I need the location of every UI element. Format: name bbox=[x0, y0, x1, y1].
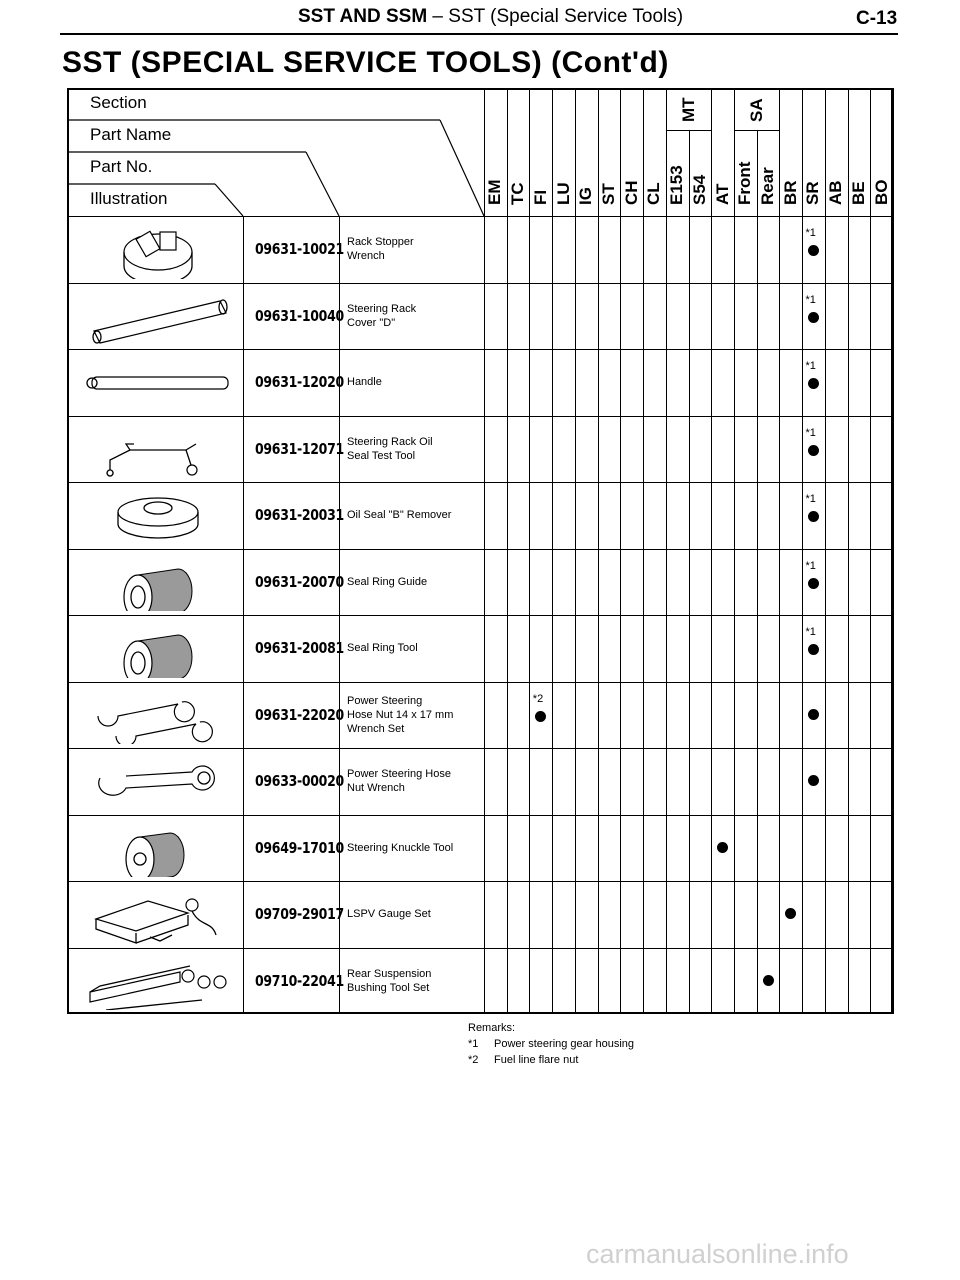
part-number: 09710-22041 bbox=[255, 971, 344, 990]
tool-illustration-knuckle-tool bbox=[80, 819, 236, 878]
row-divider bbox=[67, 615, 893, 616]
remark-key: *2 bbox=[468, 1054, 479, 1066]
column-divider bbox=[643, 88, 644, 1014]
tool-illustration-seal-ring-guide bbox=[80, 553, 236, 612]
row-divider bbox=[67, 549, 893, 550]
part-name-line: Nut Wrench bbox=[347, 782, 405, 795]
part-name-line: Cover "D" bbox=[347, 316, 396, 329]
column-header-bo: BO bbox=[871, 179, 891, 205]
tool-illustration-rack-stopper-wrench bbox=[80, 220, 236, 279]
header-label-part-no: Part No. bbox=[90, 157, 153, 176]
row-divider bbox=[67, 881, 893, 882]
column-divider bbox=[825, 88, 826, 1014]
column-header-cl: CL bbox=[644, 182, 664, 205]
header-separator: – bbox=[432, 6, 443, 27]
part-number: 09633-00020 bbox=[255, 771, 344, 790]
part-number: 09631-12020 bbox=[255, 372, 344, 391]
part-name-line: Rear Suspension bbox=[347, 967, 432, 980]
column-divider bbox=[666, 88, 667, 1014]
row-divider bbox=[67, 748, 893, 749]
column-header-e153: E153 bbox=[667, 165, 687, 205]
part-name bbox=[347, 235, 414, 263]
column-header-ig: IG bbox=[576, 187, 596, 205]
footnote-marker: *1 bbox=[805, 426, 816, 439]
column-divider bbox=[779, 88, 780, 1014]
column-header-em: EM bbox=[485, 179, 505, 205]
column-header-ch: CH bbox=[621, 180, 641, 205]
part-name bbox=[347, 435, 433, 463]
part-name-line: Wrench Set bbox=[347, 722, 405, 735]
part-name bbox=[347, 375, 382, 389]
row-divider bbox=[67, 283, 893, 284]
part-number: 09631-22020 bbox=[255, 705, 344, 724]
watermark: carmanualsonline.info bbox=[586, 1239, 849, 1269]
part-name-line: Seal Test Tool bbox=[347, 449, 416, 462]
part-name-line: Hose Nut 14 x 17 mm bbox=[347, 708, 454, 721]
column-header-at: AT bbox=[712, 183, 732, 205]
footnote-marker: *1 bbox=[805, 293, 816, 306]
column-divider bbox=[848, 88, 849, 1014]
column-divider bbox=[711, 88, 712, 1014]
tool-illustration-oil-seal-remover bbox=[80, 486, 236, 545]
column-group-mt: MT bbox=[678, 97, 698, 122]
header-divider bbox=[215, 184, 243, 216]
part-number: 09649-17010 bbox=[255, 838, 344, 857]
column-divider bbox=[870, 88, 871, 1014]
page-title: SST (SPECIAL SERVICE TOOLS) (Cont'd) bbox=[62, 46, 669, 79]
header-label-illustration: Illustration bbox=[90, 189, 168, 208]
part-name bbox=[347, 767, 451, 795]
part-name-line: Oil Seal "B" Remover bbox=[347, 509, 452, 522]
tool-illustration-steering-rack-cover bbox=[80, 287, 236, 346]
tool-illustration-lspv-gauge-set bbox=[80, 885, 236, 944]
column-header-br: BR bbox=[780, 180, 800, 205]
row-divider bbox=[67, 682, 893, 683]
remark-key: *1 bbox=[468, 1038, 479, 1050]
part-name-line: Power Steering bbox=[347, 694, 423, 707]
column-divider bbox=[802, 88, 803, 1014]
column-divider bbox=[507, 88, 508, 1014]
part-number: 09631-10040 bbox=[255, 306, 344, 325]
group-line bbox=[666, 130, 711, 131]
column-header-be: BE bbox=[848, 181, 868, 205]
part-name bbox=[347, 694, 453, 736]
part-number: 09709-29017 bbox=[255, 904, 344, 923]
header-label-section: Section bbox=[90, 93, 147, 112]
column-header-lu: LU bbox=[553, 182, 573, 205]
row-divider bbox=[67, 948, 893, 949]
column-header-rear: Rear bbox=[758, 167, 778, 205]
column-divider bbox=[552, 88, 553, 1014]
header-subsection: SST (Special Service Tools) bbox=[448, 6, 684, 27]
group-line bbox=[734, 130, 779, 131]
remark-item bbox=[468, 1052, 634, 1068]
footnote-marker: *1 bbox=[805, 227, 816, 240]
row-divider bbox=[67, 815, 893, 816]
column-header-st: ST bbox=[598, 183, 618, 205]
column-header-front: Front bbox=[735, 161, 755, 205]
column-divider bbox=[529, 88, 530, 1014]
tool-illustration-bushing-tool-set bbox=[80, 952, 236, 1011]
part-number: 09631-20070 bbox=[255, 572, 344, 591]
part-name-line: Wrench bbox=[347, 250, 385, 263]
tool-illustration-oil-seal-test-tool bbox=[80, 420, 236, 479]
header-bottom-line bbox=[67, 216, 893, 217]
tool-illustration-hose-nut-wrench-set bbox=[80, 686, 236, 745]
part-name-line: Steering Rack bbox=[347, 302, 417, 315]
footnote-marker: *1 bbox=[805, 559, 816, 572]
header-divider bbox=[440, 120, 484, 216]
page-number: C-13 bbox=[856, 8, 898, 29]
part-name-line: Seal Ring Guide bbox=[347, 575, 428, 588]
column-header-tc: TC bbox=[508, 182, 528, 205]
remark-item bbox=[468, 1036, 634, 1052]
part-name-line: Steering Rack Oil bbox=[347, 435, 433, 448]
remarks bbox=[468, 1020, 634, 1068]
column-header-fi: FI bbox=[530, 189, 550, 205]
part-name bbox=[347, 508, 451, 522]
tool-illustration-hose-nut-wrench bbox=[80, 752, 236, 811]
part-name bbox=[347, 575, 427, 589]
part-number: 09631-20081 bbox=[255, 638, 344, 657]
part-name-line: Rack Stopper bbox=[347, 236, 414, 249]
header-divider bbox=[306, 152, 339, 216]
partno-divider bbox=[339, 216, 340, 1014]
part-number: 09631-12071 bbox=[255, 439, 344, 458]
footnote-marker: *2 bbox=[532, 692, 544, 705]
remark-text: Fuel line flare nut bbox=[494, 1054, 579, 1066]
applicability-dot bbox=[808, 312, 819, 323]
part-name bbox=[347, 841, 453, 855]
part-name-line: Power Steering Hose bbox=[347, 768, 451, 781]
header-label-part-name: Part Name bbox=[90, 125, 172, 144]
applicability-dot bbox=[808, 709, 819, 720]
illustration-divider bbox=[243, 216, 244, 1014]
column-header-s54: S54 bbox=[689, 174, 709, 205]
row-divider bbox=[67, 482, 893, 483]
part-name bbox=[347, 641, 418, 655]
part-name-line: Handle bbox=[347, 376, 382, 389]
column-divider bbox=[734, 88, 735, 1014]
column-divider bbox=[575, 88, 576, 1014]
tool-illustration-handle bbox=[80, 353, 236, 412]
applicability-dot bbox=[535, 711, 546, 722]
part-name-line: Seal Ring Tool bbox=[347, 642, 418, 655]
part-name-line: Bushing Tool Set bbox=[347, 981, 430, 994]
column-header-sr: SR bbox=[803, 181, 823, 205]
header-section: SST AND SSM bbox=[298, 6, 428, 27]
footnote-marker: *1 bbox=[805, 626, 816, 639]
part-name bbox=[347, 967, 431, 995]
applicability-dot bbox=[808, 578, 819, 589]
column-divider bbox=[598, 88, 599, 1014]
column-divider bbox=[484, 88, 485, 1014]
footnote-marker: *1 bbox=[805, 360, 816, 373]
column-header-ab: AB bbox=[826, 180, 846, 205]
part-name-line: Steering Knuckle Tool bbox=[347, 841, 454, 854]
remarks-title: Remarks: bbox=[468, 1022, 516, 1034]
row-divider bbox=[67, 349, 893, 350]
row-divider bbox=[67, 416, 893, 417]
part-name bbox=[347, 907, 431, 921]
part-name bbox=[347, 302, 416, 330]
footnote-marker: *1 bbox=[805, 493, 816, 506]
column-group-sa: SA bbox=[746, 98, 766, 122]
part-number: 09631-20031 bbox=[255, 505, 344, 524]
tool-illustration-seal-ring-tool bbox=[80, 619, 236, 678]
applicability-dot bbox=[808, 445, 819, 456]
part-name-line: LSPV Gauge Set bbox=[347, 908, 431, 921]
column-divider bbox=[620, 88, 621, 1014]
column-divider bbox=[893, 88, 894, 1014]
applicability-dot bbox=[763, 975, 774, 986]
applicability-dot bbox=[717, 842, 728, 853]
remark-text: Power steering gear housing bbox=[494, 1038, 635, 1050]
part-number: 09631-10021 bbox=[255, 239, 344, 258]
